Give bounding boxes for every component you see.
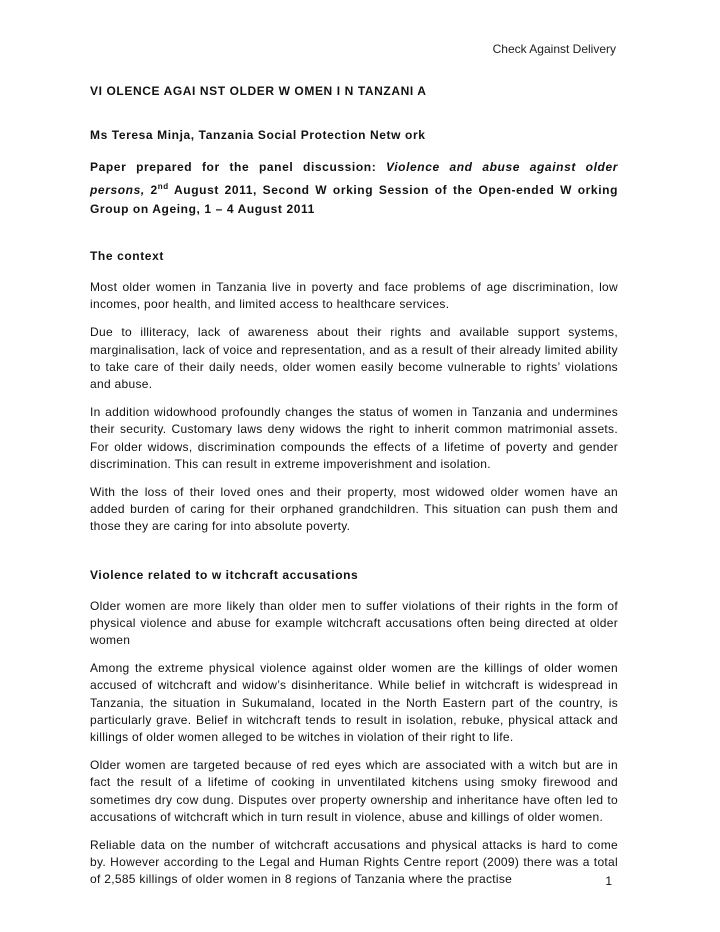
document-title: VI OLENCE AGAI NST OLDER W OMEN I N TANZANI A bbox=[90, 84, 427, 98]
document-body bbox=[90, 84, 618, 900]
delivery-note: Check Against Delivery bbox=[492, 42, 616, 56]
paper-day-suffix: nd bbox=[157, 182, 169, 191]
paper-prefix: Paper prepared for the panel discussion: bbox=[90, 160, 387, 174]
paragraph: Most older women in Tanzania live in poverty and face problems of age discrimination, low incomes, poor health, and limited access to healthcare services. bbox=[90, 280, 618, 312]
section-heading-witchcraft: Violence related to w itchcraft accusations bbox=[90, 567, 359, 582]
paper-italic-title: Violence and abuse against older persons, bbox=[90, 160, 618, 197]
paragraph: In addition widowhood profoundly changes the status of women in Tanzania and undermines their security. Customary laws deny widows the right to inherit common matrimonial assets. For older widows, discrimination compounds the effects of a lifetime of poverty and gender discrimination. This can result in extreme impoverishment and isolation. bbox=[90, 405, 618, 471]
paragraph: Older women are targeted because of red eyes which are associated with a witch but are in fact the result of a lifetime of cooking in unventilated kitchens using smoky firewood and sometimes dry cow dung. Disputes over property ownership and inheritance have often led to accusations of witchcraft which in turn result in violence, abuse and killings of older women. bbox=[90, 758, 618, 824]
paragraph: Due to illiteracy, lack of awareness about their rights and available support systems, marginalisation, lack of voice and representation, and as a result of their already limited ability to take care of their daily needs, older women easily become vulnerable to rights’ violations and abuse. bbox=[90, 325, 618, 392]
paragraph: With the loss of their loved ones and their property, most widowed older women have an added burden of caring for their orphaned grandchildren. This situation can push them and those they are caring for into absolute poverty. bbox=[90, 485, 618, 534]
section-heading-context: The context bbox=[90, 249, 164, 263]
paragraph: Older women are more likely than older men to suffer violations of their rights in the form of physical violence and abuse for example witchcraft accusations often being directed at older women bbox=[90, 598, 618, 648]
page-number: 1 bbox=[605, 874, 612, 888]
paragraph: Reliable data on the number of witchcraft accusations and physical attacks is hard to come by. However according to the Legal and Human Rights Centre report (2009) there was a total of 2,585 killings of older women in 8 regions of Tanzania where the practise bbox=[90, 838, 618, 887]
paper-day: 2 bbox=[144, 183, 158, 197]
author-line: Ms Teresa Minja, Tanzania Social Protection Netw ork bbox=[90, 128, 426, 142]
paragraph: Among the extreme physical violence against older women are the killings of older women accused of witchcraft and widow’s disinheritance. While belief in witchcraft is widespread in Tanzania, the situation in Sukumaland, located in the North Eastern part of the country, is particularly grave. Belief in witchcraft tends to result in isolation, rebuke, physical attack and killings of older women alleged to be witches in violation of their right to life. bbox=[90, 661, 618, 745]
paper-description bbox=[90, 158, 618, 219]
paper-session: August 2011, Second W orking Session of the Open-ended W orking Group on Ageing, 1 – 4 August 2011 bbox=[90, 183, 619, 216]
